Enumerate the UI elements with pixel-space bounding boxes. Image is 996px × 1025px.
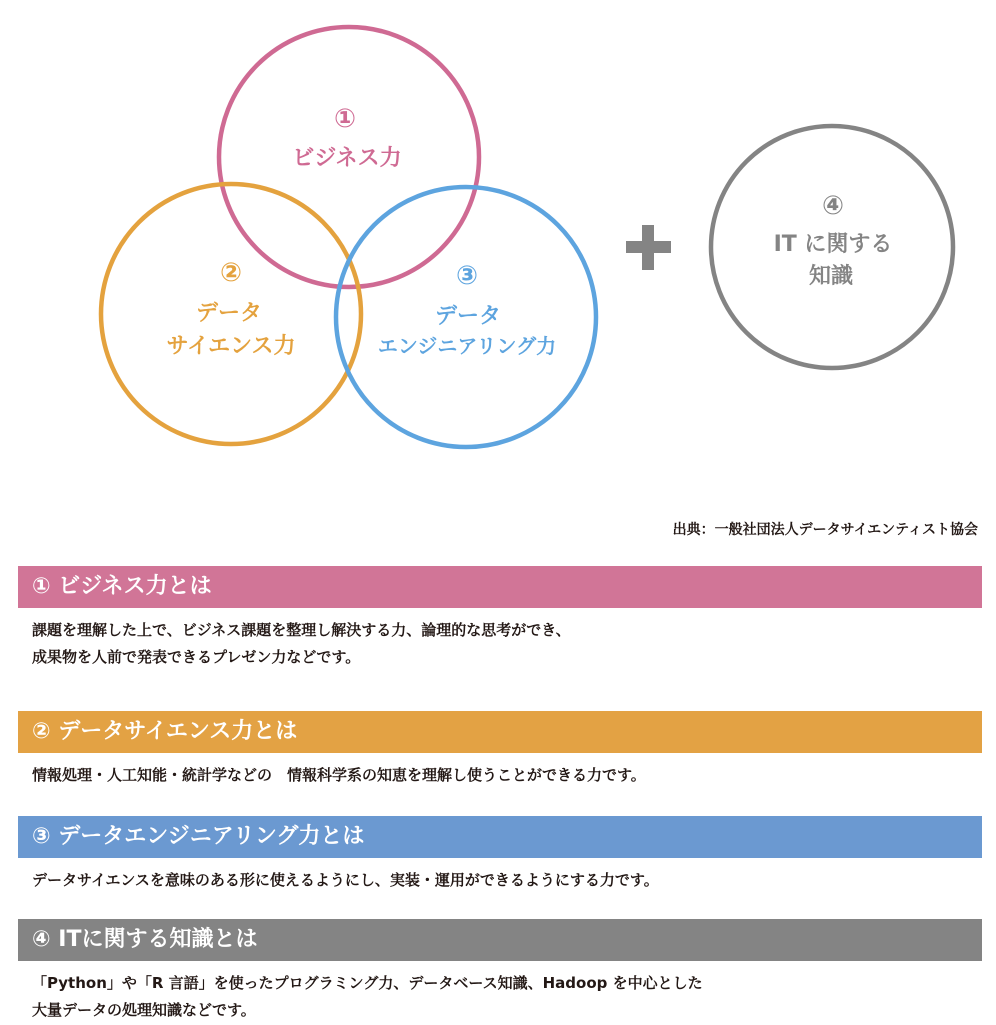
it-knowledge-description-line: 「Python」や「R 言語」を使ったプログラミング力、データベース知識、Hadoop を中心とした	[32, 974, 703, 992]
business-number: ①	[333, 104, 357, 134]
it-knowledge-description-line: 大量データの処理知識などです。	[32, 1001, 256, 1019]
data-science-section-body	[18, 762, 982, 789]
business-section	[18, 566, 982, 671]
data-engineering-description-line: データサイエンスを意味のある形に使えるようにし、実装・運用ができるようにする力です。	[32, 871, 659, 889]
data-science-section	[18, 711, 982, 789]
source-citation: 出典：一般社団法人データサイエンティスト協会	[672, 522, 978, 538]
data-engineering-section	[18, 816, 982, 894]
business-description-line: 成果物を人前で発表できるプレゼン力などです。	[32, 648, 361, 666]
business-section-header: ① ビジネス力とは	[18, 566, 982, 608]
data-science-section-header: ② データサイエンス力とは	[18, 711, 982, 753]
plus-icon	[626, 225, 671, 270]
it-knowledge-section	[18, 919, 982, 1024]
it-knowledge-section-body	[18, 970, 982, 1024]
data-scientist-skills-diagram	[0, 0, 996, 470]
data-engineering-number: ③	[455, 261, 479, 291]
business-section-body	[18, 617, 982, 671]
data-engineering-label-line2: エンジニアリング力	[377, 334, 557, 358]
data-science-description-line: 情報処理・人工知能・統計学などの 情報科学系の知恵を理解し使うことができる力です。	[32, 766, 646, 784]
data-science-label-line2: サイエンス力	[166, 334, 296, 359]
business-label: ビジネス力	[292, 146, 402, 171]
it-knowledge-label-line2: 知識	[808, 264, 854, 289]
business-description-line: 課題を理解した上で、ビジネス課題を整理し解決する力、論理的な思考ができ、	[32, 621, 571, 639]
data-engineering-section-body	[18, 867, 982, 894]
data-science-number: ②	[219, 258, 243, 288]
it-knowledge-label-line1: IT に関する	[773, 232, 893, 257]
data-engineering-label-line1: データ	[434, 304, 502, 329]
data-engineering-section-header: ③ データエンジニアリング力とは	[18, 816, 982, 858]
it-knowledge-number: ④	[821, 191, 845, 221]
data-science-label-line1: データ	[195, 301, 263, 326]
it-knowledge-section-header: ④ ITに関する知識とは	[18, 919, 982, 961]
